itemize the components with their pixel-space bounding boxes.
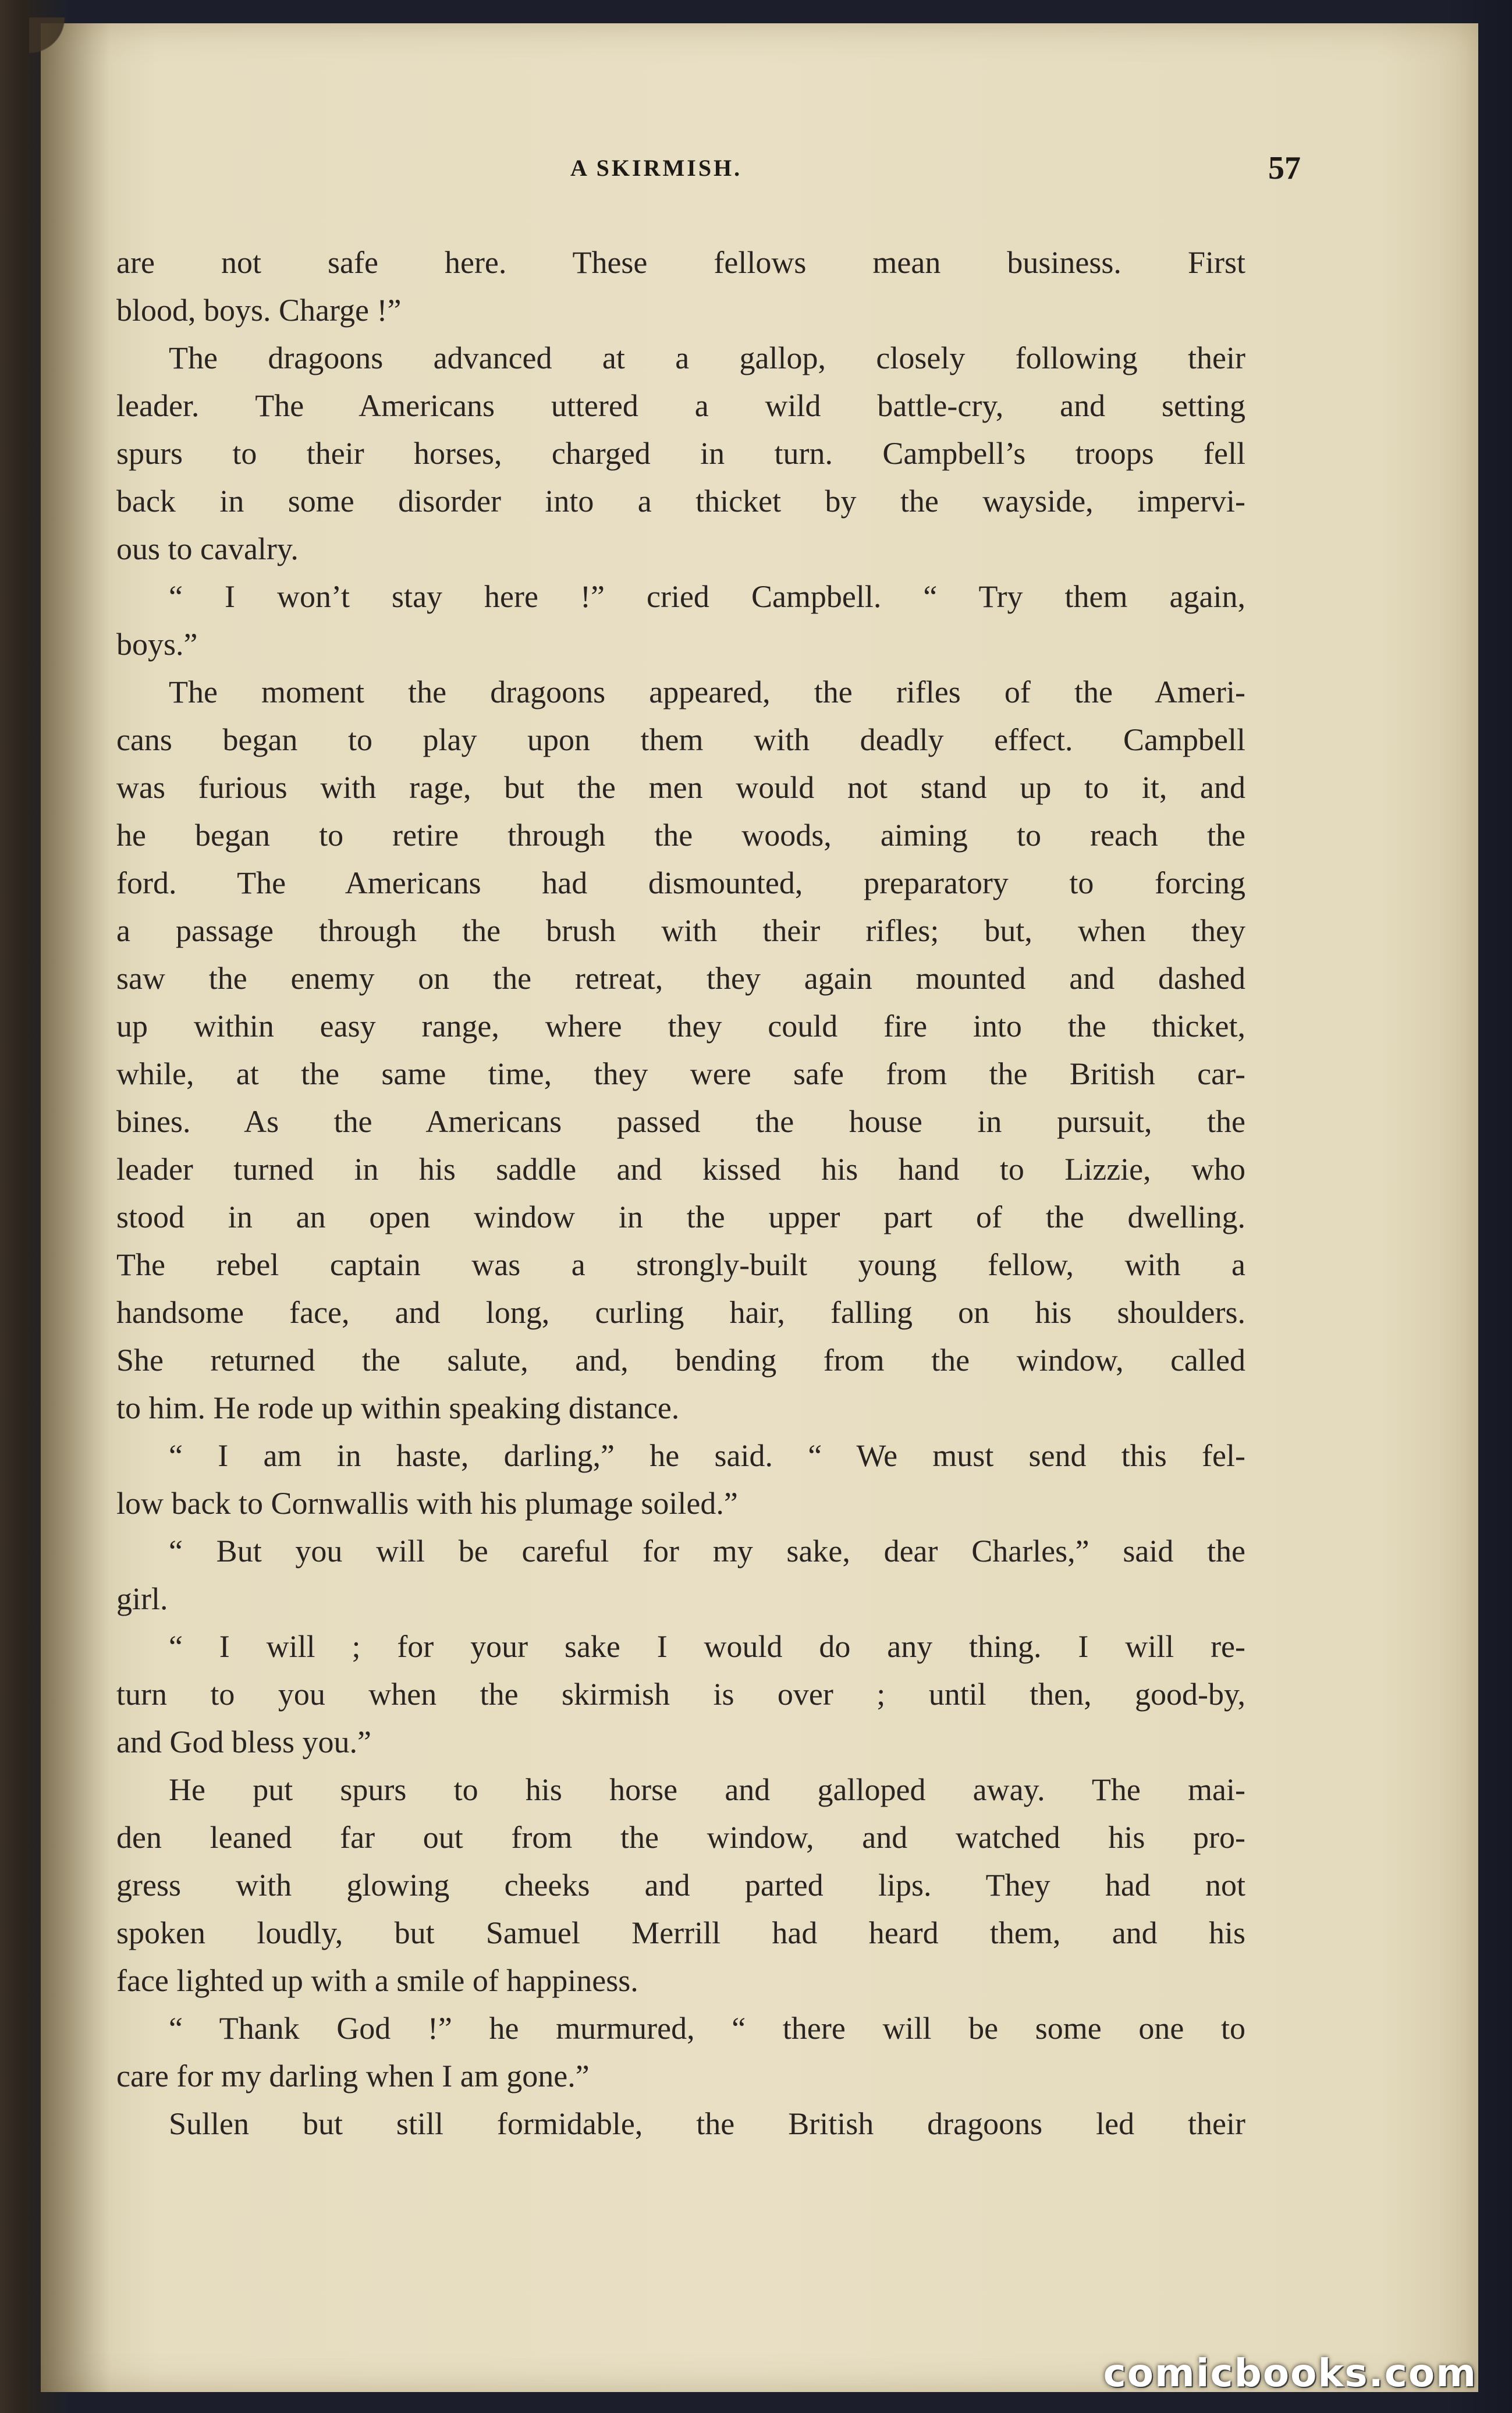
- running-header: [116, 150, 1301, 201]
- text-line: spoken loudly, but Samuel Merrill had heard them, and his: [116, 1915, 1245, 1950]
- text-line: ous to cavalry.: [116, 531, 299, 566]
- text-line: saw the enemy on the retreat, they again mounted and dashed: [116, 961, 1245, 996]
- text-line: Sullen but still formidable, the British dragoons led their: [169, 2106, 1245, 2141]
- text-line: The dragoons advanced at a gallop, closely following their: [169, 340, 1245, 375]
- page-gutter-shadow: [41, 23, 111, 2392]
- text-line: leader. The Americans uttered a wild battle-cry, and setting: [116, 388, 1245, 423]
- text-line: “ I won’t stay here !” cried Campbell. “ Try them again,: [169, 579, 1245, 614]
- text-line: “ Thank God !” he murmured, “ there will be some one to: [169, 2011, 1245, 2046]
- text-line: was furious with rage, but the men would not stand up to it, and: [116, 770, 1245, 805]
- text-line: to him. He rode up within speaking distance.: [116, 1390, 680, 1425]
- text-line: back in some disorder into a thicket by the wayside, impervi-: [116, 484, 1245, 519]
- text-line: ford. The Americans had dismounted, preparatory to forcing: [116, 865, 1245, 900]
- text-line: face lighted up with a smile of happiness.: [116, 1963, 638, 1998]
- text-line: leader turned in his saddle and kissed his hand to Lizzie, who: [116, 1152, 1245, 1187]
- text-line: care for my darling when I am gone.”: [116, 2059, 590, 2093]
- text-line: handsome face, and long, curling hair, falling on his shoulders.: [116, 1295, 1245, 1330]
- text-line: a passage through the brush with their rifles; but, when they: [116, 913, 1245, 948]
- text-line: The rebel captain was a strongly-built young fellow, with a: [116, 1247, 1245, 1282]
- text-line: He put spurs to his horse and galloped away. The mai-: [169, 1772, 1245, 1807]
- text-line: girl.: [116, 1581, 168, 1616]
- page-body-text: [116, 239, 1245, 2148]
- chapter-title: A SKIRMISH.: [570, 155, 743, 181]
- text-line: cans began to play upon them with deadly effect. Campbell: [116, 722, 1245, 757]
- text-line: “ I am in haste, darling,” he said. “ We must send this fel-: [169, 1438, 1245, 1473]
- page-number: 57: [1268, 150, 1301, 186]
- text-line: are not safe here. These fellows mean business. First: [116, 245, 1245, 280]
- text-line: blood, boys. Charge !”: [116, 293, 402, 328]
- watermark: comicbooks.com: [1103, 2351, 1477, 2396]
- text-line: boys.”: [116, 627, 198, 662]
- text-line: he began to retire through the woods, aiming to reach the: [116, 818, 1245, 853]
- text-line: while, at the same time, they were safe from the British car-: [116, 1056, 1245, 1091]
- text-line: The moment the dragoons appeared, the rifles of the Ameri-: [169, 675, 1245, 709]
- text-line: low back to Cornwallis with his plumage soiled.”: [116, 1486, 738, 1521]
- text-line: “ I will ; for your sake I would do any thing. I will re-: [169, 1629, 1245, 1664]
- text-line: and God bless you.”: [116, 1724, 371, 1759]
- text-line: bines. As the Americans passed the house in pursuit, the: [116, 1104, 1245, 1139]
- text-line: “ But you will be careful for my sake, dear Charles,” said the: [169, 1534, 1245, 1569]
- text-line: She returned the salute, and, bending from the window, called: [116, 1343, 1245, 1378]
- text-line: gress with glowing cheeks and parted lips. They had not: [116, 1868, 1245, 1903]
- text-line: up within easy range, where they could fire into the thicket,: [116, 1009, 1245, 1044]
- text-line: turn to you when the skirmish is over ; until then, good-by,: [116, 1677, 1245, 1712]
- text-line: spurs to their horses, charged in turn. Campbell’s troops fell: [116, 436, 1245, 471]
- text-line: stood in an open window in the upper part of the dwelling.: [116, 1200, 1245, 1234]
- text-line: den leaned far out from the window, and watched his pro-: [116, 1820, 1245, 1855]
